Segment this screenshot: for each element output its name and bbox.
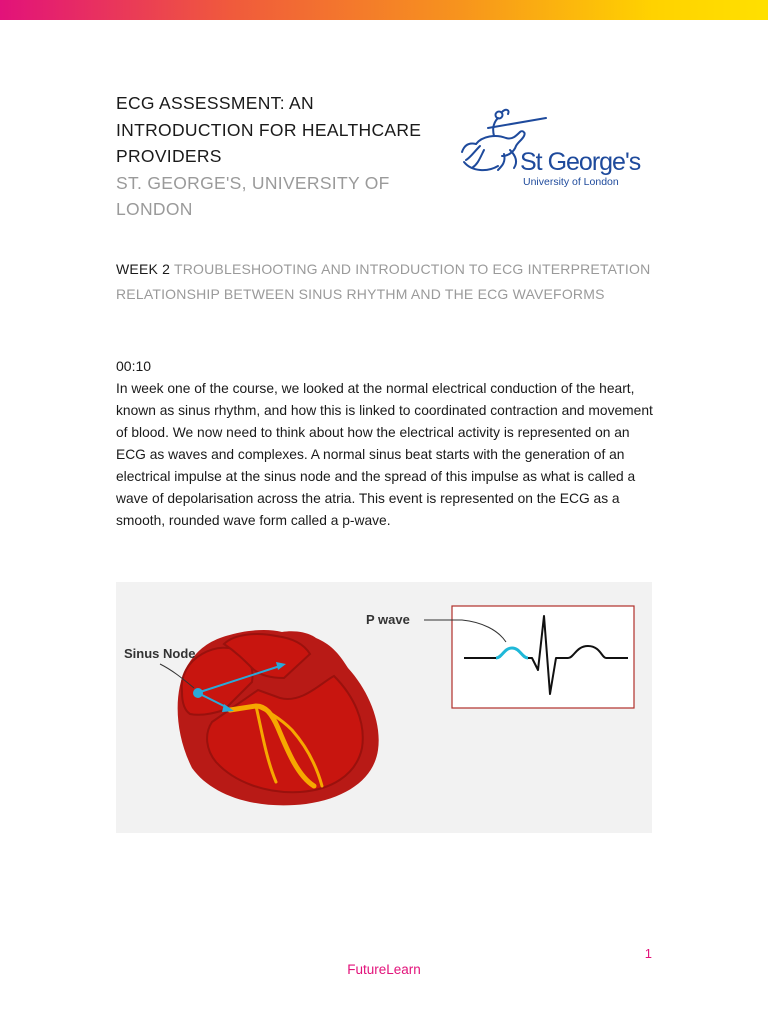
week-label: WEEK 2 [116,261,171,277]
heart-ecg-illustration [116,582,652,833]
institution-name: ST. GEORGE'S, UNIVERSITY OF LONDON [116,172,390,219]
logo-wordmark: St George's [520,148,641,176]
st-georges-logo [456,104,646,194]
transcript-paragraph: In week one of the course, we looked at the normal electrical conduction of the heart, known as sinus rhythm, and how this is linked to coordinated contraction and movement of blood. We now need to think about how the electrical activity is represented on an ECG as waves and complexes. A normal sinus beat starts with the generation of an electrical impulse at the sinus node and the spread of this impulse as what is called a wave of depolarisation across the atria. This event is represented on the ECG as a smooth, rounded wave form called a p-wave. [116,381,653,528]
week-heading [116,257,656,307]
brand-gradient-bar [0,0,768,20]
title-block [116,90,446,223]
week-title: TROUBLESHOOTING AND INTRODUCTION TO ECG INTERPRETATION [173,261,651,277]
document-title: ECG ASSESSMENT: AN INTRODUCTION FOR HEALTHCARE PROVIDERS [116,93,422,166]
logo-subtitle: University of London [523,176,619,188]
page-number: 1 [644,946,652,961]
p-wave-label: P wave [366,612,410,627]
video-timestamp: 00:10 [116,358,152,374]
section-title: RELATIONSHIP BETWEEN SINUS RHYTHM AND THE ECG WAVEFORMS [116,286,605,302]
futurelearn-footer-brand: FutureLearn [347,962,421,977]
heart-diagram [178,630,379,805]
sinus-node-label: Sinus Node [124,646,196,661]
sinus-node-marker [193,688,203,698]
heart-ecg-figure [116,582,652,833]
